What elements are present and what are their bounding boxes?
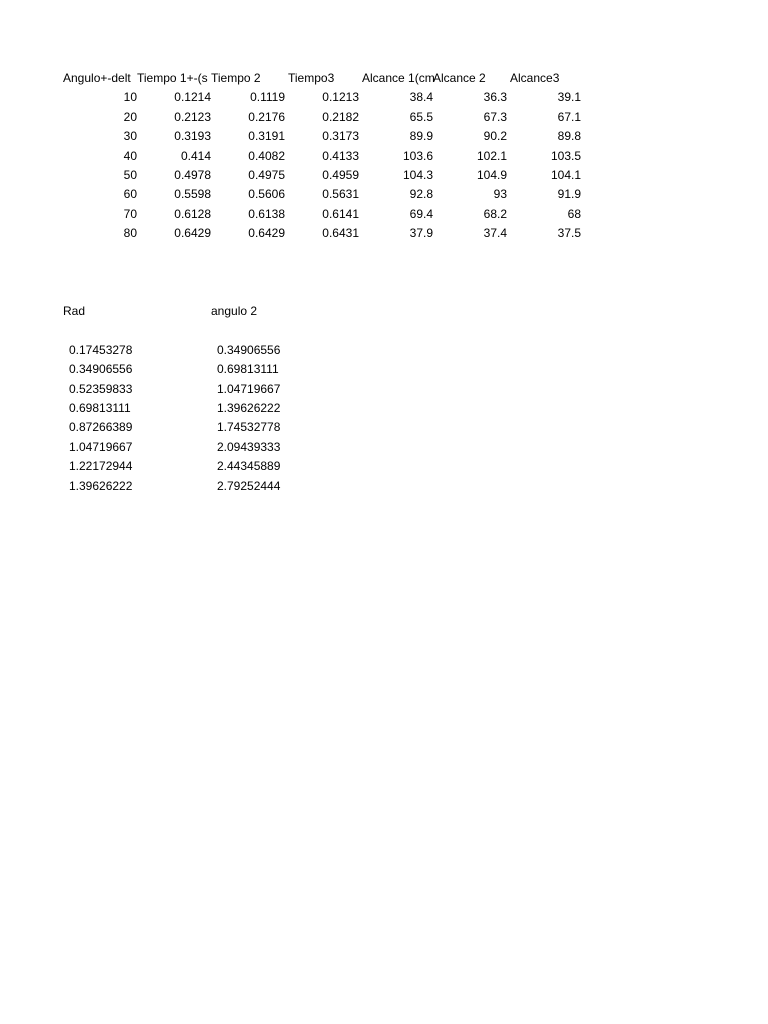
angulo2-label[interactable]: angulo 2 <box>211 304 258 318</box>
rad-cell[interactable]: 1.39626222 <box>69 478 133 493</box>
table-cell[interactable]: 0.4082 <box>248 148 285 163</box>
table-cell[interactable]: 70 <box>123 206 137 221</box>
table-cell[interactable]: 39.1 <box>557 90 581 105</box>
rad-cell[interactable]: 0.69813111 <box>69 400 131 415</box>
table-cell[interactable]: 0.5598 <box>174 187 211 202</box>
table-cell[interactable]: 93 <box>493 187 507 202</box>
table-cell[interactable]: 20 <box>123 109 137 124</box>
header-cell[interactable]: Tiempo3 <box>288 71 335 85</box>
table-cell[interactable]: 90.2 <box>483 129 507 144</box>
table-cell[interactable]: 0.1119 <box>250 90 285 105</box>
table-cell[interactable]: 104.1 <box>550 167 581 182</box>
table-cell[interactable]: 80 <box>123 226 137 241</box>
angulo2-cell[interactable]: 1.39626222 <box>217 400 281 415</box>
table-cell[interactable]: 0.6141 <box>322 206 359 221</box>
table-cell[interactable]: 68 <box>567 206 581 221</box>
angulo2-cell[interactable]: 1.74532778 <box>217 420 281 435</box>
table-cell[interactable]: 38.4 <box>409 90 433 105</box>
angulo2-cell[interactable]: 0.34906556 <box>217 342 281 357</box>
table-cell[interactable]: 0.6429 <box>174 226 211 241</box>
table-cell[interactable]: 0.3173 <box>322 129 359 144</box>
header-cell[interactable]: Alcance3 <box>510 71 560 85</box>
rad-label[interactable]: Rad <box>63 304 86 318</box>
table-cell[interactable]: 0.3191 <box>248 129 285 144</box>
table-cell[interactable]: 65.5 <box>409 109 433 124</box>
table-cell[interactable]: 69.4 <box>409 206 433 221</box>
table-cell[interactable]: 0.6429 <box>248 226 285 241</box>
table-cell[interactable]: 0.4133 <box>322 148 359 163</box>
table-cell[interactable]: 10 <box>123 90 137 105</box>
table-cell[interactable]: 0.4975 <box>248 167 285 182</box>
rad-cell[interactable]: 1.22172944 <box>69 459 133 474</box>
table-cell[interactable]: 37.5 <box>557 226 581 241</box>
table-cell[interactable]: 0.4959 <box>322 167 359 182</box>
angulo2-cell[interactable]: 1.04719667 <box>217 381 281 396</box>
rad-cell[interactable]: 0.87266389 <box>69 420 133 435</box>
table-cell[interactable]: 102.1 <box>476 148 507 163</box>
table-cell[interactable]: 0.6138 <box>248 206 285 221</box>
table-cell[interactable]: 89.8 <box>557 129 581 144</box>
angulo2-cell[interactable]: 0.69813111 <box>217 362 279 377</box>
table-cell[interactable]: 0.6128 <box>174 206 211 221</box>
table-cell[interactable]: 0.2123 <box>174 109 211 124</box>
table-cell[interactable]: 67.3 <box>483 109 507 124</box>
header-cell[interactable]: Angulo+-delt <box>63 71 131 85</box>
table-cell[interactable]: 104.9 <box>476 167 507 182</box>
rad-cell[interactable]: 0.52359833 <box>69 381 133 396</box>
table-cell[interactable]: 103.5 <box>550 148 581 163</box>
angulo2-cell[interactable]: 2.79252444 <box>217 478 281 493</box>
table-cell[interactable]: 68.2 <box>483 206 507 221</box>
table-cell[interactable]: 0.1214 <box>174 90 211 105</box>
table-cell[interactable]: 0.4978 <box>174 167 211 182</box>
table-cell[interactable]: 40 <box>123 148 137 163</box>
header-cell[interactable]: Tiempo 1+-(s <box>137 71 208 85</box>
table-cell[interactable]: 104.3 <box>402 167 433 182</box>
table-cell[interactable]: 0.5631 <box>322 187 359 202</box>
header-cell[interactable]: Alcance 1(cm <box>362 71 435 85</box>
header-cell[interactable]: Alcance 2 <box>433 71 486 85</box>
table-cell[interactable]: 50 <box>123 167 137 182</box>
angulo2-cell[interactable]: 2.44345889 <box>217 459 281 474</box>
table-cell[interactable]: 0.2176 <box>248 109 285 124</box>
table-cell[interactable]: 0.1213 <box>322 90 359 105</box>
table-cell[interactable]: 60 <box>123 187 137 202</box>
table-cell[interactable]: 67.1 <box>557 109 581 124</box>
rad-cell[interactable]: 0.34906556 <box>69 362 133 377</box>
table-cell[interactable]: 37.9 <box>409 226 433 241</box>
table-cell[interactable]: 0.5606 <box>248 187 285 202</box>
angulo2-cell[interactable]: 2.09439333 <box>217 439 281 454</box>
table-cell[interactable]: 0.6431 <box>322 226 359 241</box>
table-cell[interactable]: 30 <box>123 129 137 144</box>
table-cell[interactable]: 92.8 <box>409 187 433 202</box>
table-cell[interactable]: 103.6 <box>402 148 433 163</box>
table-cell[interactable]: 89.9 <box>409 129 433 144</box>
table-cell[interactable]: 37.4 <box>483 226 507 241</box>
table-cell[interactable]: 0.414 <box>180 148 211 163</box>
table-cell[interactable]: 36.3 <box>483 90 507 105</box>
header-cell[interactable]: Tiempo 2 <box>211 71 261 85</box>
rad-cell[interactable]: 0.17453278 <box>69 342 133 357</box>
table-cell[interactable]: 0.2182 <box>322 109 359 124</box>
table-cell[interactable]: 0.3193 <box>174 129 211 144</box>
table-cell[interactable]: 91.9 <box>557 187 581 202</box>
rad-cell[interactable]: 1.04719667 <box>69 439 133 454</box>
